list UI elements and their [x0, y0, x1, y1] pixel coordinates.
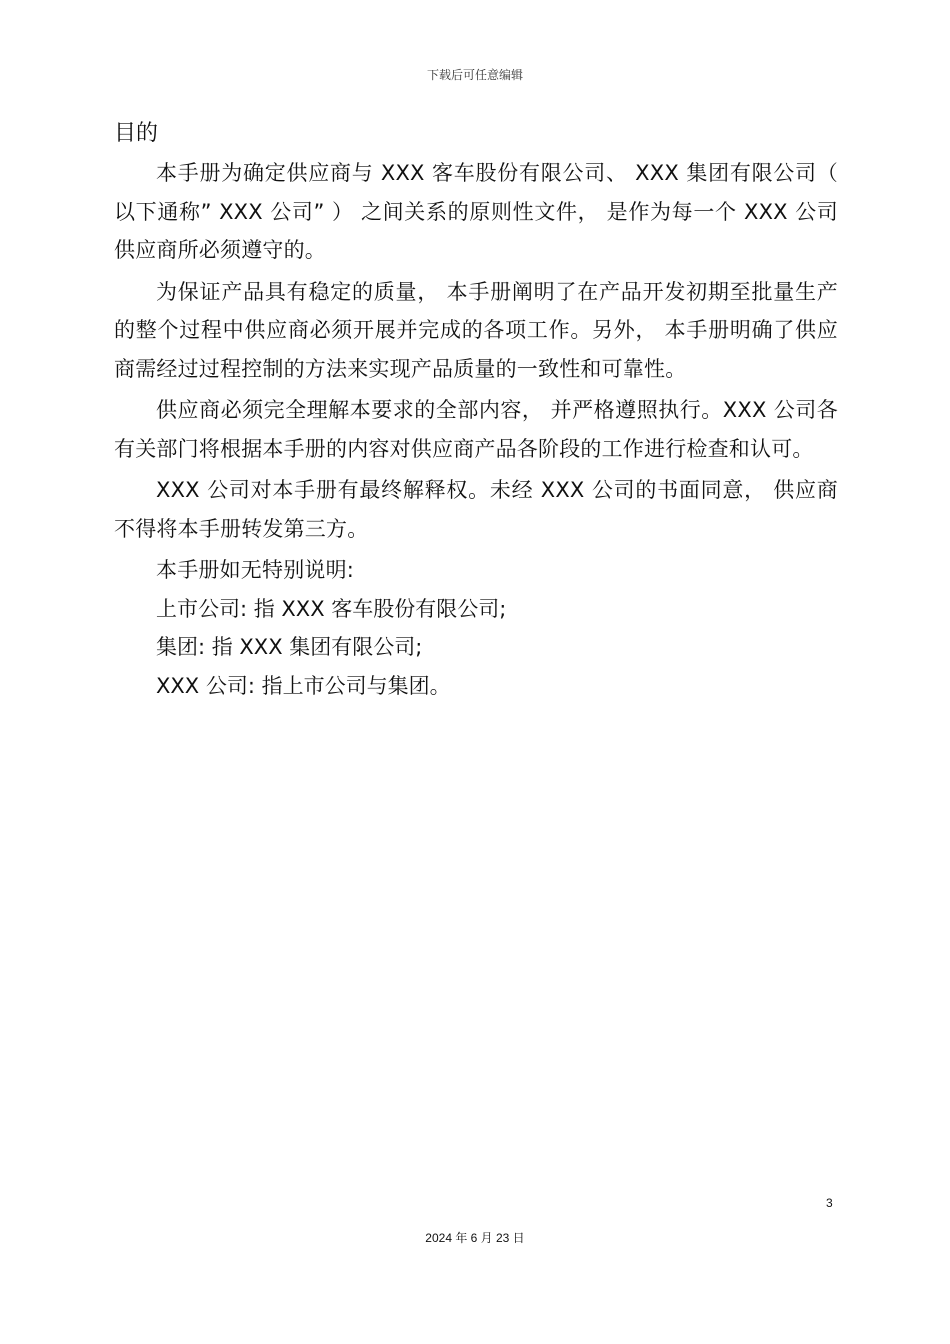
- paragraph-purpose: 本手册为确定供应商与 XXX 客车股份有限公司、 XXX 集团有限公司（ 以下通称” XXX 公司” ） 之间关系的原则性文件， 是作为每一个 XXX 公司供应商所必须遵守的。: [114, 161, 838, 262]
- document-body: [114, 116, 838, 705]
- paragraph-definitions-intro: 本手册如无特别说明:: [156, 558, 355, 582]
- definition-listed-company: 上市公司: 指 XXX 客车股份有限公司;: [156, 596, 507, 621]
- page-number: 3: [826, 1196, 833, 1210]
- paragraph-quality: 为保证产品具有稳定的质量， 本手册阐明了在产品开发初期至批量生产的整个过程中供应商必须开展并完成的各项工作。另外， 本手册明确了供应商需经过过程控制的方法来实现产品质量的一致性和可靠性。: [114, 279, 838, 381]
- paragraph-rights: XXX 公司对本手册有最终解释权。未经 XXX 公司的书面同意， 供应商不得将本手册转发第三方。: [114, 478, 838, 541]
- definition-group: 集团: 指 XXX 集团有限公司;: [156, 635, 423, 659]
- page-header: 下载后可任意编辑: [426, 68, 523, 82]
- section-title: 目的: [114, 121, 159, 146]
- footer-date: 2024 年 6 月 23 日: [425, 1231, 525, 1245]
- paragraph-compliance: 供应商必须完全理解本要求的全部内容， 并严格遵照执行。XXX 公司各有关部门将根据本手册的内容对供应商产品各阶段的工作进行检查和认可。: [114, 398, 838, 461]
- definition-xxx-company: XXX 公司: 指上市公司与集团。: [156, 673, 451, 698]
